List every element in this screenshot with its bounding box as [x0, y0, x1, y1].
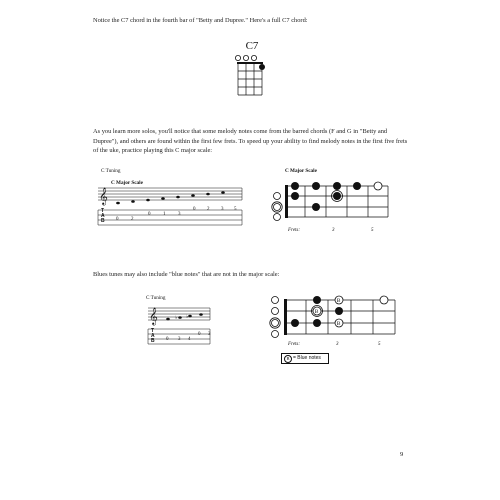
svg-text:B: B [314, 309, 319, 315]
tab-number: 2 [207, 207, 210, 212]
open-string-marker [272, 331, 279, 338]
tab-letter: B [101, 218, 105, 224]
treble-clef-icon: 𝄞 [99, 189, 108, 205]
tab-letter: A [101, 213, 105, 219]
tab-number: 3 [208, 332, 211, 337]
tab-number: 0 [116, 217, 119, 222]
fret-marker: 3 [332, 228, 335, 233]
chord-nut [237, 62, 263, 64]
blues-fretboard [265, 292, 400, 344]
legend-label: = Blue notes [293, 355, 321, 361]
tab-number: 0 [166, 337, 169, 342]
fretboard-nut [285, 185, 288, 218]
tab-letter: B [151, 338, 155, 344]
tab-number: 0 [193, 207, 196, 212]
flat-icon: ♭ [175, 316, 178, 321]
svg-text:B: B [336, 321, 341, 327]
open-string-marker [272, 308, 279, 315]
scale-tuning-label: C Tuning [101, 168, 121, 174]
open-string-marker [272, 297, 279, 304]
fret-marker: 5 [371, 228, 374, 233]
open-string-marker [274, 204, 281, 211]
tab-letter: A [151, 333, 155, 339]
intro-paragraph: Notice the C7 chord in the fourth bar of "Betty and Dupree." Here's a full C7 chord: [93, 17, 308, 24]
tab-number: 4 [188, 337, 191, 342]
tab-number: 3 [221, 207, 224, 212]
frets-label: Frets: [288, 228, 301, 233]
open-note-marker [374, 182, 382, 190]
chord-finger-dot [259, 64, 265, 70]
blues-tuning-label: C Tuning [146, 295, 166, 301]
open-string-marker [274, 214, 281, 221]
fret-marker: 3 [336, 342, 339, 347]
blues-paragraph: Blues tunes may also include "blue notes" that are not in the major scale: [93, 271, 280, 278]
tab-number: 5 [234, 207, 237, 212]
tab-number: 0 [148, 212, 151, 217]
chord-name: C7 [245, 40, 259, 52]
open-note-marker [380, 296, 388, 304]
svg-text:B: B [336, 298, 341, 304]
tab-letter: T [101, 208, 105, 214]
fretboard-nut [284, 299, 287, 335]
tab-number: 0 [198, 332, 201, 337]
fret-marker: 5 [378, 342, 381, 347]
scale-paragraph: As you learn more solos, you'll notice that some melody notes come from the barred chords (F and G in "Betty and Dupree"), and others are found within the first few frets. To speed up your ability to find melody notes in the first five frets of the uke, practice playing this C major scale: [93, 128, 408, 155]
scale-fretboard [268, 176, 394, 224]
scale-notation-title: C Major Scale [111, 180, 143, 186]
open-string-marker [251, 55, 256, 60]
tab-letter: T [151, 328, 155, 334]
open-string-marker [274, 193, 281, 200]
tab-number: 1 [163, 212, 166, 217]
scale-notes [116, 191, 225, 204]
open-string-marker [235, 55, 240, 60]
flat-icon: ♭ [186, 315, 189, 320]
blues-notation [146, 302, 214, 350]
blue-notes-legend [281, 353, 329, 364]
tab-number: 3 [178, 337, 181, 342]
open-string-marker [272, 320, 279, 327]
fretboard-title: C Major Scale [285, 168, 317, 174]
blue-note-symbol-icon: B [284, 355, 292, 363]
frets-label: Frets: [288, 342, 301, 347]
page-number: 9 [400, 451, 404, 458]
tab-number: 2 [131, 217, 134, 222]
tab-number: 3 [178, 212, 181, 217]
treble-clef-icon: 𝄞 [149, 309, 158, 325]
open-string-marker [243, 55, 248, 60]
c7-chord-diagram [228, 52, 272, 100]
